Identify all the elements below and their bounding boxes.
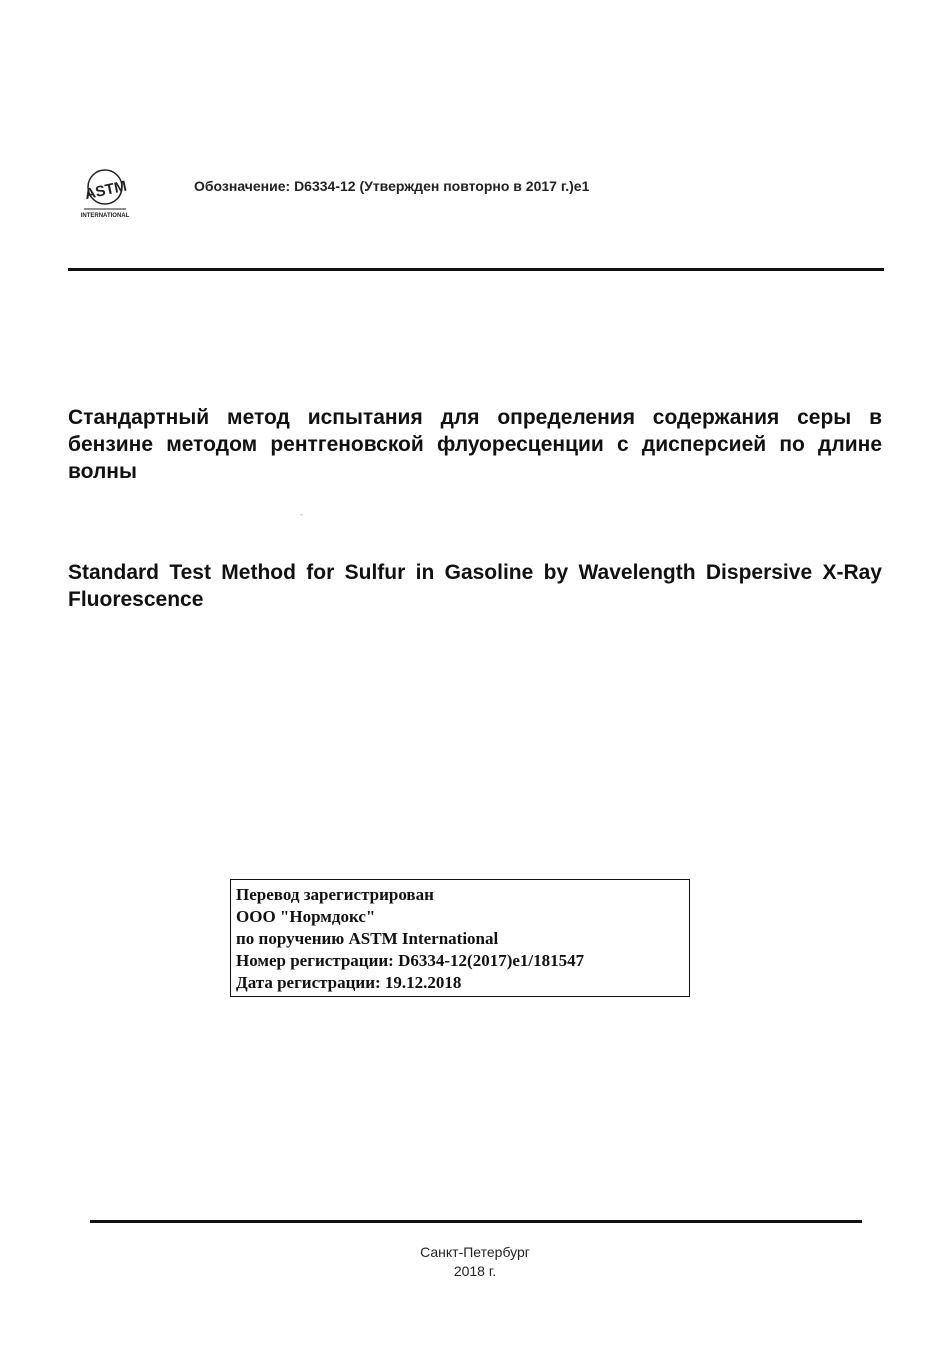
registration-line-3: по поручению ASTM International <box>236 929 499 948</box>
decorative-mark: - <box>300 510 303 519</box>
footer-year: 2018 г. <box>453 1263 497 1279</box>
registration-line-2: ООО "Нормдокс" <box>236 907 376 926</box>
registration-date: Дата регистрации: 19.12.2018 <box>236 973 462 992</box>
footer-divider <box>90 1220 862 1223</box>
title-english: Standard Test Method for Sulfur in Gasoline by Wavelength Dispersive X-Ray Fluorescence <box>68 561 882 611</box>
registration-number: Номер регистрации: D6334-12(2017)e1/181547 <box>236 951 585 970</box>
header-divider <box>68 268 884 271</box>
astm-logo-icon <box>78 165 132 221</box>
document-designation: Обозначение: D6334-12 (Утвержден повторно в 2017 г.)e1 <box>194 178 590 194</box>
footer <box>0 1243 950 1281</box>
registration-line-1: Перевод зарегистрирован <box>236 885 434 904</box>
logo-letters: ASTM <box>83 177 129 204</box>
footer-city: Санкт-Петербург <box>420 1244 530 1260</box>
logo-subtext: INTERNATIONAL <box>80 213 130 219</box>
title-russian: Стандартный метод испытания для определения содержания серы в бензине методом рентгеновской флуоресценции с дисперсией по длине волны <box>68 406 882 483</box>
registration-box <box>230 879 690 997</box>
